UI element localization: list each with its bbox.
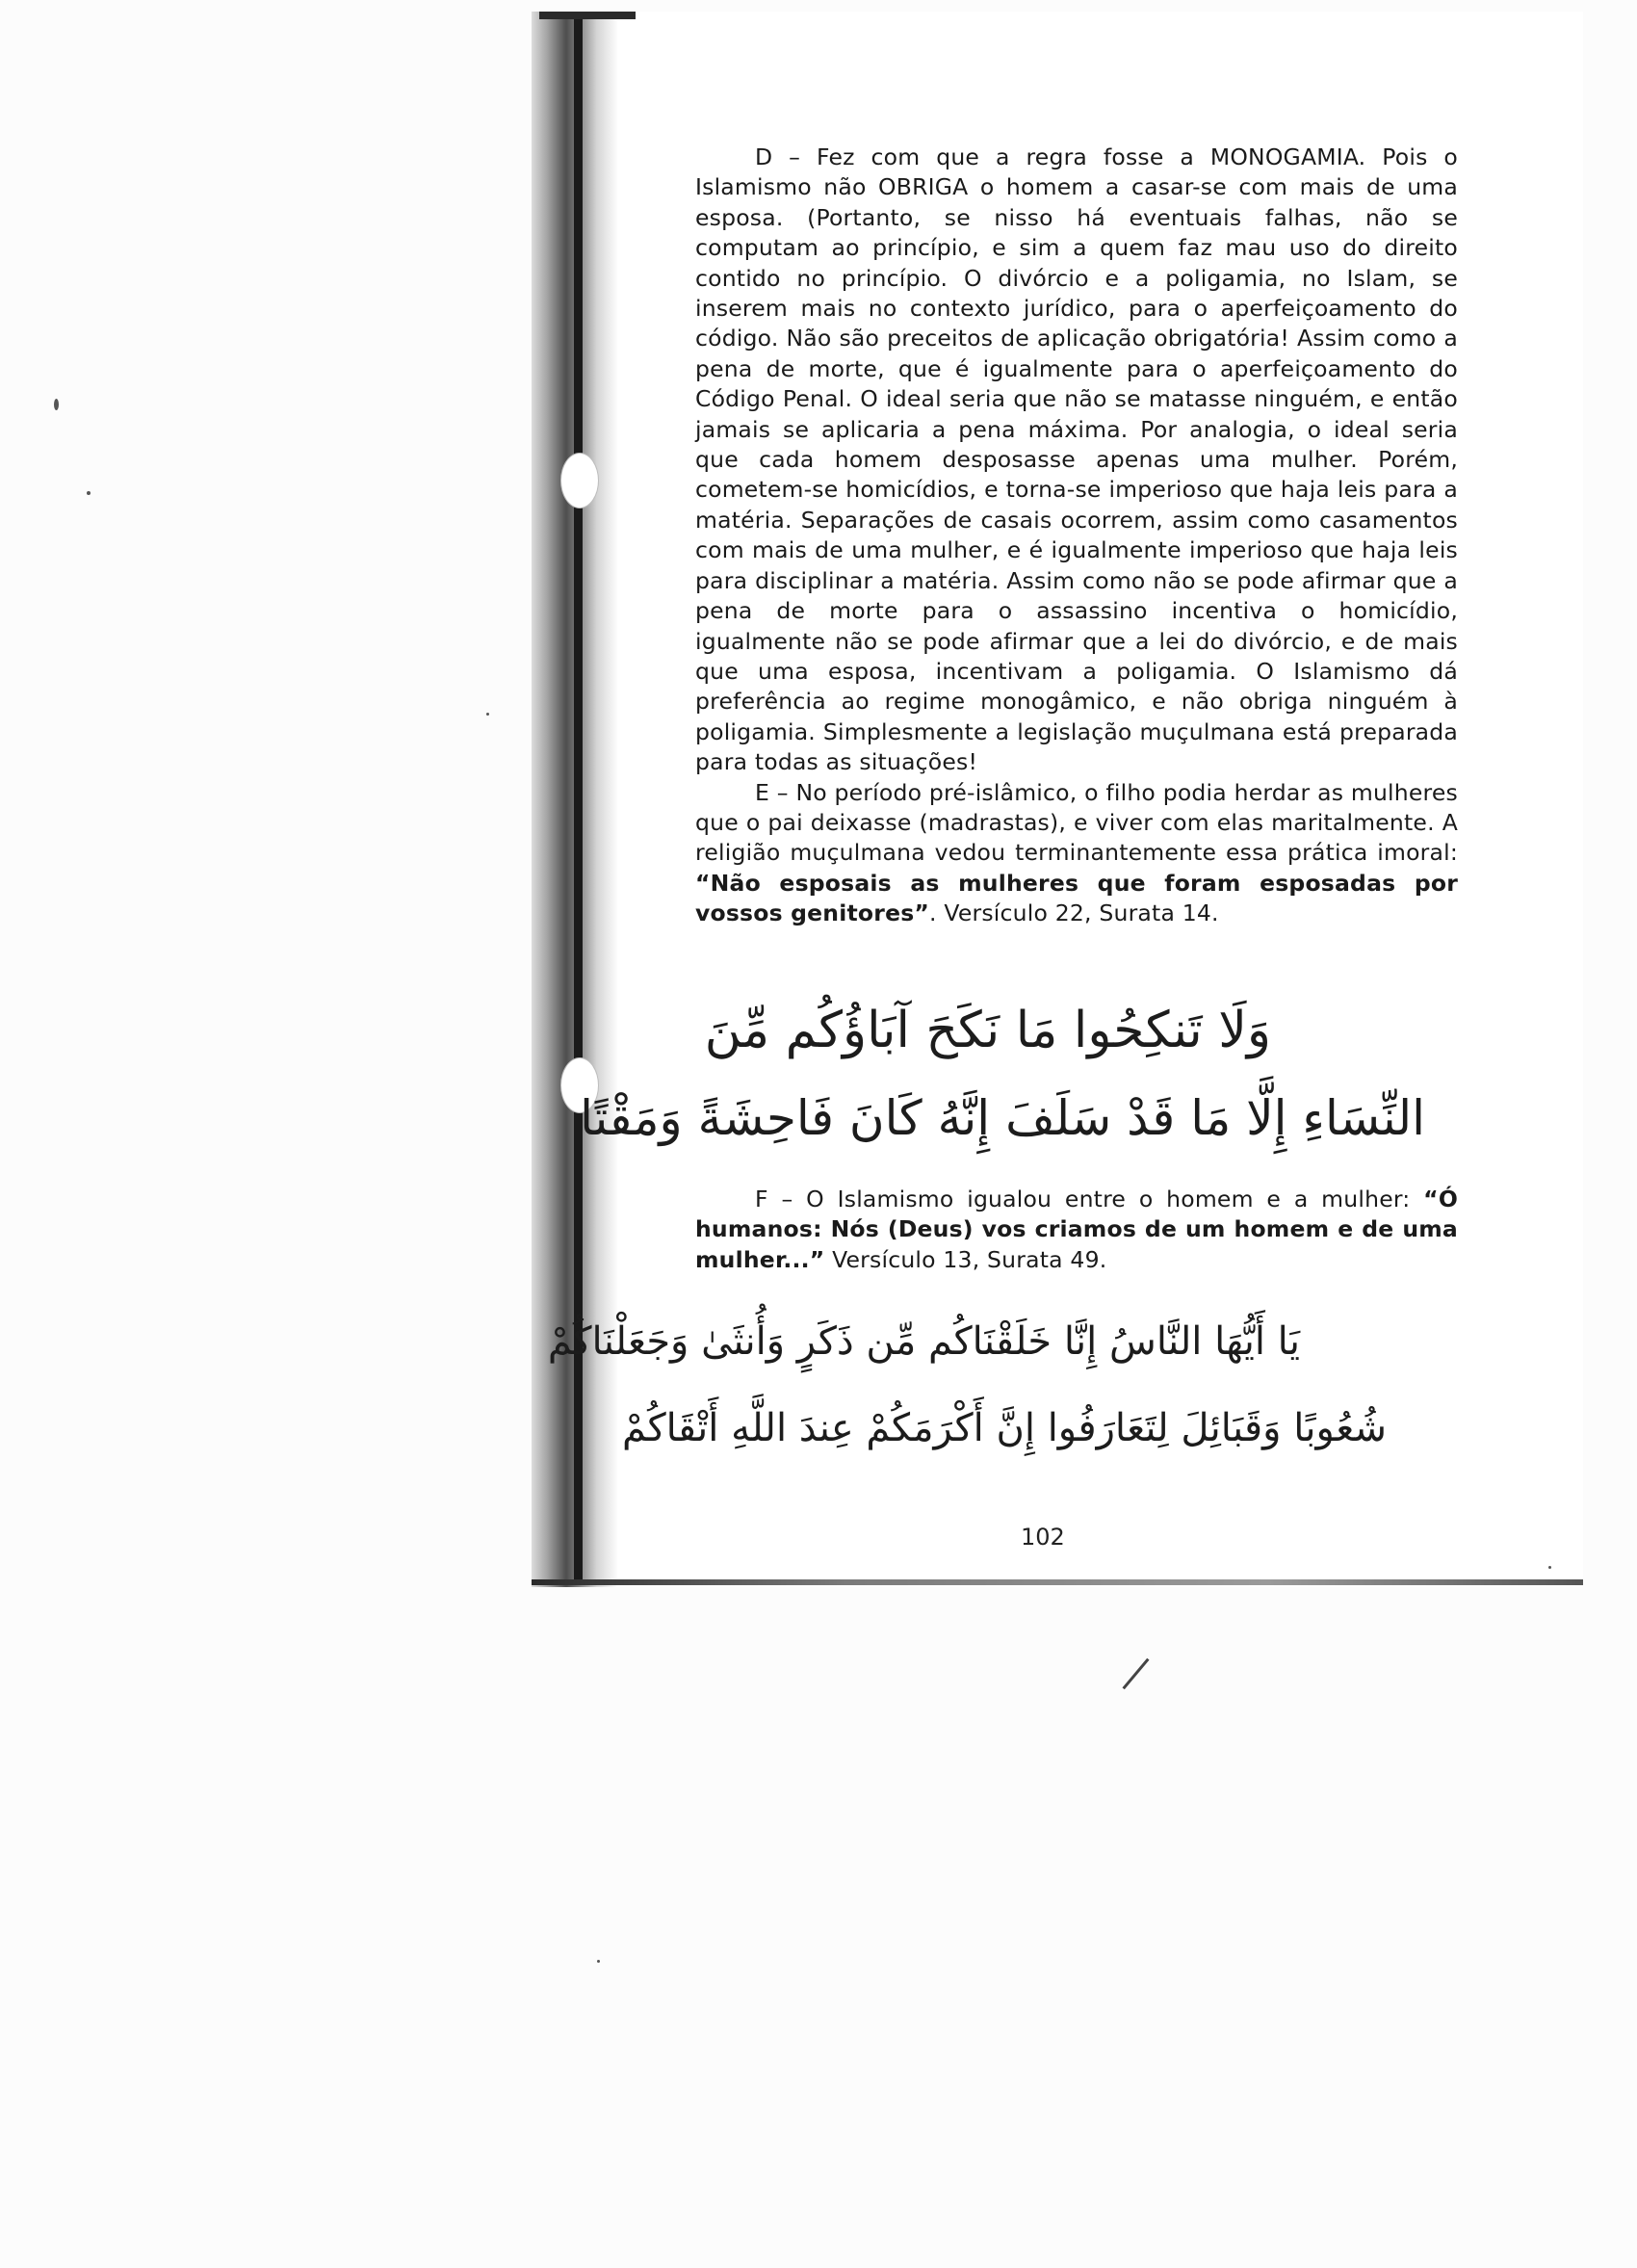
paragraph-e-quote: “Não esposais as mulheres que foram esposadas por vossos genitores” xyxy=(695,869,1458,927)
arabic-verse-1-line-2: النِّسَاءِ إِلَّا مَا قَدْ سَلَفَ إِنَّهُ كَانَ فَاحِشَةً وَمَقْتًا xyxy=(580,1090,1425,1146)
paragraph-f-body xyxy=(695,1185,1458,1275)
punch-hole-top xyxy=(560,453,599,508)
paragraph-e-reference: . Versículo 22, Surata 14. xyxy=(929,899,1219,927)
paragraph-f xyxy=(695,1185,1458,1275)
arabic-verse-2-line-1: يَا أَيُّهَا النَّاسُ إِنَّا خَلَقْنَاكُم مِّن ذَكَرٍ وَأُنثَىٰ وَجَعَلْنَاكُمْ xyxy=(547,1319,1300,1364)
paragraph-d-text: D – Fez com que a regra fosse a MONOGAMIA. Pois o Islamismo não OBRIGA o homem a casar-se com mais de uma esposa. (Portanto, se nisso há eventuais falhas, não se computam ao princípio, e sim a quem faz mau uso do direito contido no princípio. O divórcio e a poligamia, no Islam, se inserem mais no contexto jurídico, para o aperfeiçoamento do código. Não são preceitos de aplicação obrigatória! Assim como a pena de morte, que é igualmente para o aperfeiçoamento do Código Penal. O ideal seria que não se matasse ninguém, e então jamais se aplicaria a pena máxima. Por analogia, o ideal seria que cada homem desposasse apenas uma mulher. Porém, cometem-se homicídios, e torna-se imperioso que haja leis para a matéria. Separações de casais ocorrem, assim como casamentos com mais de uma mulher, e é igualmente imperioso que haja leis para disciplinar a matéria. Assim como não se pode afirmar que a pena de morte para o assassino incentiva o homicídio, igualmente não se pode afirmar que a lei do divórcio, e de mais que uma esposa, incentivam a poligamia. O Islamismo dá preferência ao regime monogâmico, e não obriga ninguém à poligamia. Simplesmente a legislação muçulmana está preparada para todas as situações! xyxy=(695,143,1458,776)
body-text xyxy=(695,143,1458,929)
arabic-verse-2-line-2: شُعُوبًا وَقَبَائِلَ لِتَعَارَفُوا إِنَّ أَكْرَمَكُمْ عِندَ اللَّهِ أَتْقَاكُمْ xyxy=(622,1406,1387,1450)
paragraph-f-reference: Versículo 13, Surata 49. xyxy=(824,1245,1107,1273)
page-bottom-edge xyxy=(532,1579,1583,1585)
page-number: 102 xyxy=(1021,1524,1065,1551)
scan-speck xyxy=(87,491,91,495)
spine-top-edge xyxy=(539,12,636,19)
stray-pen-mark xyxy=(1122,1658,1149,1690)
scan-speck xyxy=(597,1960,600,1963)
scan-speck xyxy=(54,399,59,410)
paragraph-f-quote: “Ó humanos: Nós (Deus) vos criamos de um homem e de uma mulher...” xyxy=(695,1186,1458,1273)
paragraph-d xyxy=(695,143,1458,778)
paragraph-e xyxy=(695,778,1458,929)
scan-speck xyxy=(1548,1566,1551,1569)
paragraph-f-text: F – O Islamismo igualou entre o homem e a mulher: xyxy=(755,1186,1424,1212)
paragraph-e-text-1: E – No período pré-islâmico, o filho podia herdar as mulheres que o pai deixasse (madrastas), e viver com elas maritalmente. A religião muçulmana vedou terminantemente essa prática imoral: xyxy=(695,778,1458,867)
scan-speck xyxy=(486,713,489,716)
arabic-verse-1-line-1: وَلَا تَنكِحُوا مَا نَكَحَ آبَاؤُكُم مِّنَ xyxy=(704,1002,1271,1059)
